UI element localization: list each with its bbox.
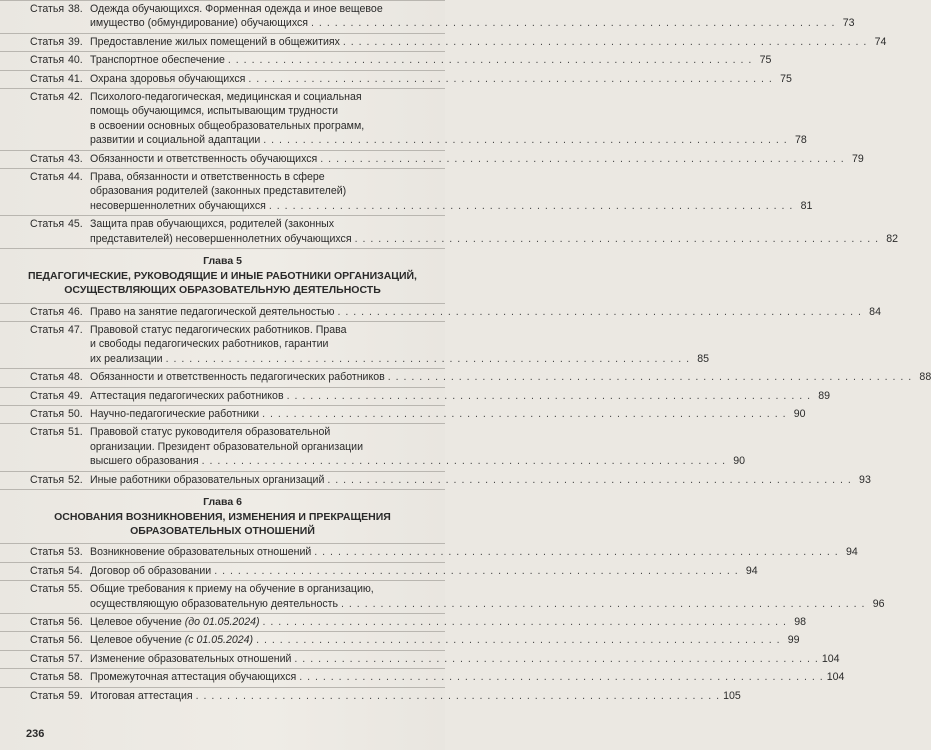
title-line: Право на занятие педагогической деятельностью <box>90 305 335 318</box>
page-ref: 104 <box>826 671 845 684</box>
page-ref: 85 <box>697 352 710 365</box>
chapter-number: Глава 6 <box>203 495 242 508</box>
article-word: Статья <box>30 218 65 231</box>
toc-entry <box>0 668 845 686</box>
article-num: 44. <box>68 171 83 184</box>
title-line: Изменение образовательных отношений <box>90 652 292 665</box>
article-word: Статья <box>30 54 65 67</box>
page-ref: 82 <box>886 232 899 245</box>
toc-entry <box>0 150 864 168</box>
entry-title <box>90 370 931 384</box>
article-word: Статья <box>30 689 65 702</box>
dot-leader <box>269 199 793 213</box>
article-number <box>30 425 90 439</box>
title-line: Общие требования к приему на обучение в организацию, <box>90 583 374 596</box>
toc-entry <box>0 168 813 215</box>
page-ref: 74 <box>874 35 887 48</box>
chapter-number: Глава 5 <box>203 255 242 268</box>
dot-leader <box>338 305 862 319</box>
article-number <box>30 323 90 337</box>
article-number <box>30 407 90 421</box>
article-word: Статья <box>30 3 65 15</box>
article-num: 57. <box>68 652 83 665</box>
article-num: 48. <box>68 371 83 384</box>
entry-title <box>90 670 844 684</box>
title-line: высшего образования <box>90 455 199 468</box>
page-ref: 75 <box>759 54 772 67</box>
title-line: несовершеннолетних обучающихся <box>90 199 266 212</box>
article-num: 56. <box>68 616 83 628</box>
title-line: представителей) несовершеннолетних обучающихся <box>90 232 352 245</box>
dot-leader <box>248 72 772 86</box>
entry-title <box>90 633 800 647</box>
page-number: 236 <box>26 728 45 740</box>
article-num: 42. <box>68 91 83 104</box>
article-word: Статья <box>30 407 65 420</box>
article-num: 50. <box>68 407 83 420</box>
page-ref: 99 <box>787 634 800 647</box>
title-line: Обязанности и ответственность обучающихся <box>90 152 318 165</box>
dot-leader <box>314 545 838 559</box>
toc-group-chapter4-tail <box>0 0 899 248</box>
entry-title <box>90 689 741 703</box>
article-num: 49. <box>68 389 83 402</box>
page-ref: 94 <box>745 564 758 577</box>
title-line: развитии и социальной адаптации <box>90 134 261 147</box>
entry-title <box>90 2 855 31</box>
article-number <box>30 633 90 647</box>
toc-entry <box>0 51 772 69</box>
article-number <box>30 72 90 86</box>
page-ref: 104 <box>821 652 840 665</box>
toc-entry <box>0 70 792 88</box>
title-line: образования родителей (законных представителей) <box>90 185 347 198</box>
article-num: 53. <box>68 546 83 559</box>
title-line: Правовой статус руководителя образовательной <box>90 426 331 439</box>
title-line: в освоении основных общеобразовательных программ, <box>90 119 365 132</box>
toc-entry <box>0 405 806 423</box>
toc-entry <box>0 321 710 368</box>
page-ref: 78 <box>794 134 807 147</box>
dot-leader <box>311 16 835 30</box>
article-word: Статья <box>30 171 65 184</box>
title-line: Психолого-педагогическая, медицинская и социальная <box>90 91 362 104</box>
title-line: Предоставление жилых помещений в общежитиях <box>90 35 340 48</box>
article-number <box>30 217 90 231</box>
dot-leader <box>320 152 844 166</box>
entry-title <box>90 305 881 319</box>
article-word: Статья <box>30 652 65 665</box>
article-num: 45. <box>68 218 83 231</box>
article-word: Статья <box>30 389 65 402</box>
entry-title <box>90 582 885 611</box>
dot-leader <box>327 473 851 487</box>
article-word: Статья <box>30 634 65 647</box>
article-num: 55. <box>68 583 83 596</box>
article-num: 41. <box>68 72 83 85</box>
article-number <box>30 53 90 67</box>
article-number <box>30 152 90 166</box>
article-num: 59. <box>68 689 83 702</box>
entry-title <box>90 564 758 578</box>
chapter-heading-6 <box>0 489 445 543</box>
page-ref: 96 <box>872 597 885 610</box>
toc-group-chapter5 <box>0 303 931 489</box>
dot-leader <box>299 670 823 684</box>
date-qualifier: (до 01.05.2024) <box>184 616 260 628</box>
entry-title <box>90 389 830 403</box>
dot-leader <box>196 689 720 703</box>
dot-leader <box>256 633 780 647</box>
article-word: Статья <box>30 583 65 596</box>
dot-leader <box>341 597 865 611</box>
article-number <box>30 389 90 403</box>
article-num: 51. <box>68 426 83 439</box>
title-line: Иные работники образовательных организаций <box>90 473 325 486</box>
article-num: 46. <box>68 305 83 318</box>
entry-title <box>90 90 807 148</box>
page-ref: 90 <box>733 455 746 468</box>
title-line: Защита прав обучающихся, родителей (законных <box>90 218 335 231</box>
toc-entry <box>0 88 807 150</box>
article-word: Статья <box>30 671 65 684</box>
toc-entry <box>0 0 855 33</box>
chapter-title: ОСНОВАНИЯ ВОЗНИКНОВЕНИЯ, ИЗМЕНЕНИЯ И ПРЕКРАЩЕНИЯ ОБРАЗОВАТЕЛЬНЫХ ОТНОШЕНИЙ <box>54 510 391 538</box>
article-number <box>30 473 90 487</box>
dot-leader <box>355 232 879 246</box>
dot-leader <box>214 564 738 578</box>
article-number <box>30 370 90 384</box>
entry-title <box>90 152 864 166</box>
article-num: 52. <box>68 473 83 486</box>
article-word: Статья <box>30 426 65 439</box>
title-line: их реализации <box>90 352 163 365</box>
title-line: Целевое обучение <box>90 634 182 647</box>
article-word: Статья <box>30 323 65 336</box>
entry-title <box>90 217 898 246</box>
toc-entry <box>0 215 899 248</box>
title-line: Договор об образовании <box>90 564 212 577</box>
entry-title <box>90 545 858 559</box>
article-number <box>30 652 90 666</box>
article-number <box>30 582 90 596</box>
toc-entry <box>0 423 746 470</box>
dot-leader <box>202 454 726 468</box>
toc-entry <box>0 613 806 631</box>
article-word: Статья <box>30 616 65 628</box>
toc-entry <box>0 631 800 649</box>
title-line: Правовой статус педагогических работников. Права <box>90 323 347 336</box>
page-ref: 93 <box>859 473 871 486</box>
chapter-title: ПЕДАГОГИЧЕСКИЕ, РУКОВОДЯЩИЕ И ИНЫЕ РАБОТНИКИ ОРГАНИЗАЦИЙ, ОСУЩЕСТВЛЯЮЩИХ ОБРАЗОВАТЕЛЬНУЮ ДЕЯТЕЛЬНОСТЬ <box>28 270 417 297</box>
dot-leader <box>263 615 787 629</box>
title-line: Промежуточная аттестация обучающихся <box>90 671 297 684</box>
title-line: Права, обязанности и ответственность в сфере <box>90 171 325 184</box>
article-num: 43. <box>68 152 83 165</box>
title-line: Возникновение образовательных отношений <box>90 546 312 559</box>
title-line: Транспортное обеспечение <box>90 54 225 67</box>
toc-group-chapter6 <box>0 543 885 705</box>
entry-title <box>90 53 771 67</box>
article-word: Статья <box>30 152 65 165</box>
page-ref: 73 <box>842 17 855 30</box>
dot-leader <box>228 53 752 67</box>
date-qualifier: (с 01.05.2024) <box>184 634 254 647</box>
article-num: 56. <box>68 634 83 647</box>
dot-leader <box>287 389 811 403</box>
title-line: и свободы педагогических работников, гарантии <box>90 338 329 351</box>
page-ref: 89 <box>818 389 831 402</box>
page-ref: 81 <box>800 199 813 212</box>
title-line: организации. Президент образовательной организации <box>90 440 363 453</box>
title-line: помощь обучающимся, испытывающим трудности <box>90 105 338 118</box>
article-num: 58. <box>68 671 83 684</box>
dot-leader <box>388 370 912 384</box>
title-line: имущество (обмундирование) обучающихся <box>90 17 309 30</box>
entry-title <box>90 407 806 421</box>
title-line: Итоговая аттестация <box>90 689 193 702</box>
entry-title <box>90 652 840 666</box>
page-ref: 88 <box>919 371 931 384</box>
article-word: Статья <box>30 35 65 48</box>
title-line: осуществляющую образовательную деятельность <box>90 597 339 610</box>
toc-entry <box>0 303 881 321</box>
entry-title <box>90 615 806 629</box>
title-line: Аттестация педагогических работников <box>90 389 284 402</box>
article-number <box>30 564 90 578</box>
page-ref: 75 <box>780 72 792 85</box>
title-line: Охрана здоровья обучающихся <box>90 72 246 85</box>
page-ref: 84 <box>869 305 881 318</box>
title-line: Одежда обучающихся. Форменная одежда и иное вещевое <box>90 3 383 15</box>
toc-entry <box>0 33 887 51</box>
article-word: Статья <box>30 371 65 384</box>
article-num: 39. <box>68 35 83 48</box>
article-word: Статья <box>30 546 65 559</box>
title-line: Обязанности и ответственность педагогических работников <box>90 371 385 384</box>
toc-entry <box>0 471 871 489</box>
dot-leader <box>294 652 818 666</box>
dot-leader <box>343 35 867 49</box>
article-word: Статья <box>30 473 65 486</box>
entry-title <box>90 425 745 468</box>
article-number <box>30 615 90 629</box>
toc-entry <box>0 387 831 405</box>
chapter-heading-5 <box>0 248 445 302</box>
article-number <box>30 545 90 559</box>
dot-leader <box>263 133 787 147</box>
title-line: Научно-педагогические работники <box>90 407 260 420</box>
toc-entry <box>0 687 741 705</box>
article-word: Статья <box>30 72 65 85</box>
article-word: Статья <box>30 564 65 577</box>
article-number <box>30 170 90 184</box>
entry-title <box>90 473 871 487</box>
article-number <box>30 670 90 684</box>
page-ref: 90 <box>793 407 806 420</box>
article-num: 38. <box>68 3 83 15</box>
article-number <box>30 35 90 49</box>
article-number <box>30 689 90 703</box>
toc-entry <box>0 580 885 613</box>
article-num: 40. <box>68 54 83 67</box>
entry-title <box>90 72 792 86</box>
dot-leader <box>166 352 690 366</box>
article-num: 54. <box>68 564 83 577</box>
article-word: Статья <box>30 305 65 318</box>
article-number <box>30 90 90 104</box>
page-ref: 79 <box>851 152 864 165</box>
toc-entry <box>0 368 931 386</box>
entry-title <box>90 35 886 49</box>
title-line: Целевое обучение <box>90 616 182 628</box>
toc-entry <box>0 543 858 561</box>
toc-entry <box>0 650 840 668</box>
dot-leader <box>262 407 786 421</box>
entry-title <box>90 170 812 213</box>
entry-title <box>90 323 709 366</box>
article-number <box>30 2 90 16</box>
page-ref: 105 <box>723 689 741 702</box>
toc-entry <box>0 562 758 580</box>
article-number <box>30 305 90 319</box>
article-num: 47. <box>68 323 83 336</box>
page-ref: 98 <box>794 616 806 628</box>
article-word: Статья <box>30 91 65 104</box>
page-ref: 94 <box>845 546 858 559</box>
